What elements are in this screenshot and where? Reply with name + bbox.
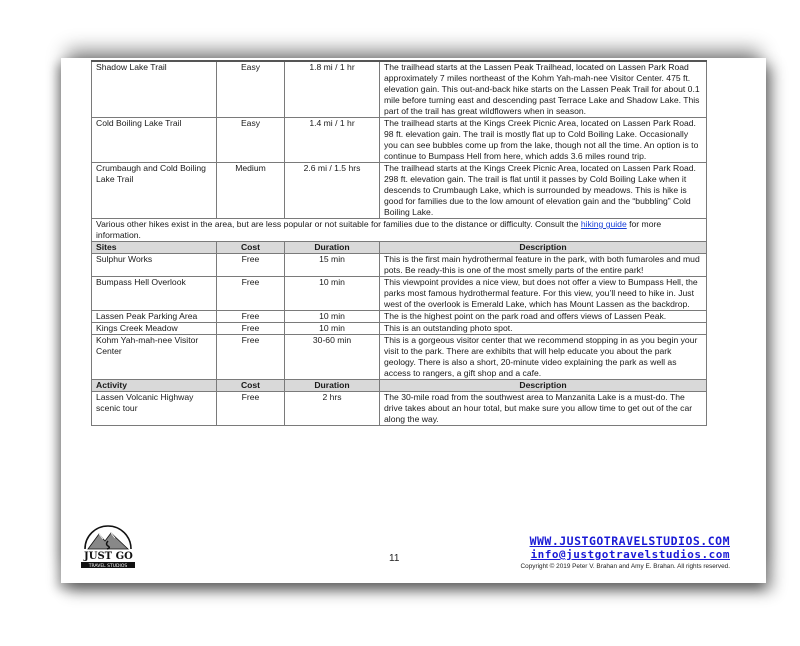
site-description: The is the highest point on the park road and offers views of Lassen Peak. bbox=[380, 311, 707, 323]
site-cost: Free bbox=[217, 277, 285, 311]
hike-name: Cold Boiling Lake Trail bbox=[92, 118, 217, 163]
logo-subtext: TRAVEL STUDIOS bbox=[88, 563, 128, 569]
footer-contact bbox=[521, 534, 730, 571]
hike-description: The trailhead starts at the Kings Creek Picnic Area, located on Lassen Park Road. 98 ft. elevation gain. The trail is mostly flat up to Cold Boiling Lake. Occasionally you can see bubbles come up from the lake, though not all the time. An option is to continue to Bumpass Hell from here, which adds 3.6 miles round trip. bbox=[380, 118, 707, 163]
hike-name: Shadow Lake Trail bbox=[92, 61, 217, 118]
table-row bbox=[92, 254, 707, 277]
site-description: This is the first main hydrothermal feature in the park, with both fumaroles and mud pots. Be ready-this is one of the most smelly parts of the entire park! bbox=[380, 254, 707, 277]
activity-description: The 30-mile road from the southwest area to Manzanita Lake is a must-do. The drive takes about an hour total, but make sure you allow time to get out of the car along the way. bbox=[380, 392, 707, 426]
logo-text: JUST GO bbox=[84, 551, 133, 562]
table-row bbox=[92, 118, 707, 163]
hike-difficulty: Medium bbox=[217, 163, 285, 219]
activity-header-row bbox=[92, 380, 707, 392]
activity-name: Lassen Volcanic Highway scenic tour bbox=[92, 392, 217, 426]
site-name: Bumpass Hell Overlook bbox=[92, 277, 217, 311]
hike-length: 1.8 mi / 1 hr bbox=[285, 61, 380, 118]
site-cost: Free bbox=[217, 323, 285, 335]
sites-header-cost: Cost bbox=[217, 242, 285, 254]
note-text-before: Various other hikes exist in the area, but are less popular or not suitable for families due to the distance or difficulty. Consult the bbox=[96, 219, 581, 229]
site-duration: 10 min bbox=[285, 311, 380, 323]
table-row bbox=[92, 392, 707, 426]
table-container bbox=[61, 58, 766, 426]
activity-header-description: Description bbox=[380, 380, 707, 392]
site-duration: 30-60 min bbox=[285, 335, 380, 380]
activity-header-name: Activity bbox=[92, 380, 217, 392]
activity-header-cost: Cost bbox=[217, 380, 285, 392]
site-description: This viewpoint provides a nice view, but does not offer a view to Bumpass Hell, the parks most famous hydrothermal feature. For this view, you’ll need to hike in. Just west of the overlook is Emerald Lake, which has Mount Lassen as the backdrop. bbox=[380, 277, 707, 311]
activity-duration: 2 hrs bbox=[285, 392, 380, 426]
hike-length: 1.4 mi / 1 hr bbox=[285, 118, 380, 163]
table-row bbox=[92, 163, 707, 219]
site-cost: Free bbox=[217, 254, 285, 277]
website-link[interactable]: WWW.JUSTGOTRAVELSTUDIOS.COM bbox=[529, 534, 730, 548]
note-text-after: for more information. bbox=[96, 219, 662, 240]
more-hikes-note bbox=[92, 219, 707, 242]
sites-header-duration: Duration bbox=[285, 242, 380, 254]
sites-header-row bbox=[92, 242, 707, 254]
table-row bbox=[92, 323, 707, 335]
page-footer bbox=[61, 513, 766, 583]
activity-cost: Free bbox=[217, 392, 285, 426]
site-name: Kohm Yah-mah-nee Visitor Center bbox=[92, 335, 217, 380]
site-duration: 15 min bbox=[285, 254, 380, 277]
hike-description: The trailhead starts at the Kings Creek Picnic Area, located on Lassen Park Road. 298 ft. elevation gain. The trail is flat until it passes by Cold Boiling Lake when it descends to Crumbaugh Lake, which is surrounded by meadows. This is hike is good for families due to the low amount of elevation gain and the “bubbling” Cold Boiling Lake. bbox=[380, 163, 707, 219]
hike-length: 2.6 mi / 1.5 hrs bbox=[285, 163, 380, 219]
copyright-text: Copyright © 2019 Peter V. Brahan and Amy E. Brahan. All rights reserved. bbox=[520, 563, 730, 570]
table-row bbox=[92, 311, 707, 323]
site-name: Kings Creek Meadow bbox=[92, 323, 217, 335]
table-row bbox=[92, 61, 707, 118]
site-cost: Free bbox=[217, 311, 285, 323]
document-page bbox=[61, 58, 766, 583]
site-duration: 10 min bbox=[285, 277, 380, 311]
hiking-guide-link[interactable]: hiking guide bbox=[580, 219, 627, 229]
site-cost: Free bbox=[217, 335, 285, 380]
hike-difficulty: Easy bbox=[217, 118, 285, 163]
mountain-logo-icon bbox=[77, 525, 139, 571]
site-name: Sulphur Works bbox=[92, 254, 217, 277]
site-duration: 10 min bbox=[285, 323, 380, 335]
sites-header-name: Sites bbox=[92, 242, 217, 254]
note-row bbox=[92, 219, 707, 242]
site-description: This is a gorgeous visitor center that we recommend stopping in as you begin your visit to the park. There are exhibits that will help educate you about the park geology. There is also a short, 20-minute video explaining the park as well as access to rangers, a gift shop and a cafe. bbox=[380, 335, 707, 380]
activities-table bbox=[91, 60, 707, 426]
sites-header-description: Description bbox=[380, 242, 707, 254]
site-name: Lassen Peak Parking Area bbox=[92, 311, 217, 323]
site-description: This is an outstanding photo spot. bbox=[380, 323, 707, 335]
hike-difficulty: Easy bbox=[217, 61, 285, 118]
just-go-logo bbox=[77, 525, 139, 571]
page-number: 11 bbox=[389, 553, 400, 564]
activity-header-duration: Duration bbox=[285, 380, 380, 392]
table-row bbox=[92, 335, 707, 380]
table-row bbox=[92, 277, 707, 311]
email-link[interactable]: info@justgotravelstudios.com bbox=[530, 548, 730, 561]
hike-name: Crumbaugh and Cold Boiling Lake Trail bbox=[92, 163, 217, 219]
hike-description: The trailhead starts at the Lassen Peak Trailhead, located on Lassen Park Road approximately 7 miles northeast of the Kohm Yah-mah-nee Visitor Center. 475 ft. elevation gain. This out-and-back hike starts on the Lassen Peak Trail for about 0.1 mile before turning east and descending past Terrace Lake and Shadow Lake. This part of the trail has great wildflowers when in season. bbox=[380, 61, 707, 118]
